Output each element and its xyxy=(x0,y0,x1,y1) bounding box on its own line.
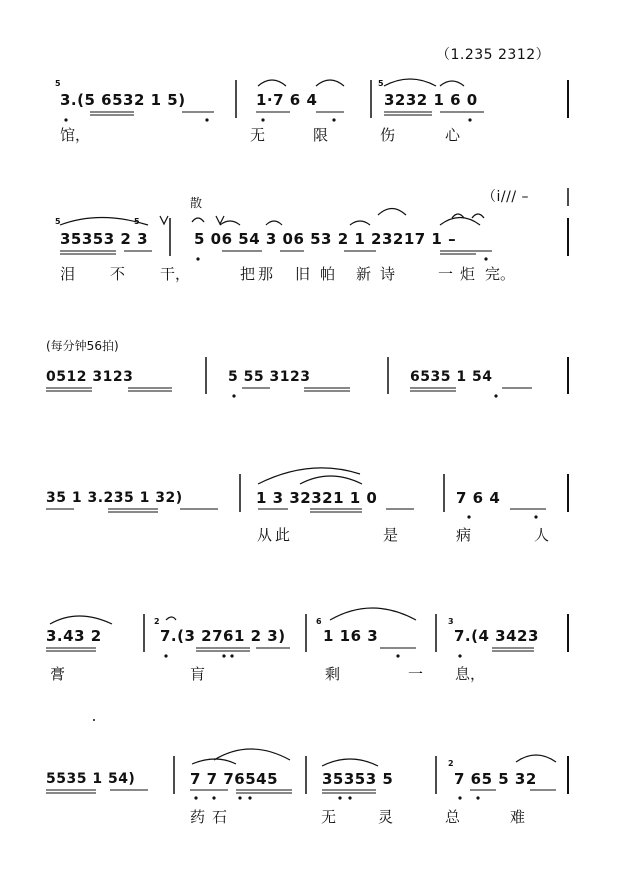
measure-notes: 5 06 54 3 06 53 2 1 23217 1 – xyxy=(194,230,457,248)
measure-notes: 35353 5 xyxy=(322,770,394,788)
tempo-mark: (每分钟56拍) xyxy=(46,339,119,353)
fermata xyxy=(452,214,464,218)
grace-note: 5 xyxy=(55,217,61,226)
measure-notes: 7.(3 2761 2 3) xyxy=(160,627,286,645)
lyric-char: 药 xyxy=(190,808,206,826)
slur xyxy=(258,80,286,86)
lyric-char: 一 xyxy=(438,265,454,283)
grace-note: 2 xyxy=(448,759,454,768)
slur xyxy=(350,221,370,225)
grace-note: 5 xyxy=(134,217,140,226)
dot xyxy=(196,257,199,260)
dot xyxy=(212,796,215,799)
intro-bracket-notes: （1.235 2312） xyxy=(436,47,551,63)
measure-notes: 3232 1 6 0 xyxy=(384,91,478,109)
lyric-char: 难 xyxy=(510,808,526,826)
dot xyxy=(232,394,235,397)
dot xyxy=(194,796,197,799)
measure-notes: 1 16 3 xyxy=(323,627,379,645)
lyric-char: 无 xyxy=(250,126,266,144)
dot xyxy=(468,118,471,121)
fermata xyxy=(472,214,484,218)
lyric-char: 膏 xyxy=(50,665,66,683)
slur xyxy=(384,79,436,86)
slur xyxy=(192,759,236,764)
slur xyxy=(440,218,480,226)
lyric-char: 一 xyxy=(408,665,424,683)
slur xyxy=(220,221,240,225)
breath-mark xyxy=(216,216,224,224)
lyric-char: 馆， xyxy=(60,126,91,144)
measure-notes: 7.(4 3423 xyxy=(454,627,539,645)
slur xyxy=(322,759,378,766)
dot xyxy=(205,118,208,121)
measure-notes: 1 3 32321 1 0 xyxy=(256,489,378,507)
dot xyxy=(494,394,497,397)
lyric-char: 把 xyxy=(240,265,256,283)
dot xyxy=(467,515,470,518)
dot xyxy=(348,796,351,799)
measure-notes: 0512 3123 xyxy=(46,369,134,385)
measure-notes: 5 55 3123 xyxy=(228,369,311,385)
dot xyxy=(476,796,479,799)
measure-notes: 35353 2 3 xyxy=(60,230,149,248)
slur xyxy=(316,80,344,86)
lyric-char: 伤 xyxy=(380,126,396,144)
grace-note: 3 xyxy=(448,617,454,626)
slur xyxy=(258,468,360,484)
lyric-char: 炬 xyxy=(460,265,476,283)
lyric-char: 诗 xyxy=(380,265,396,283)
slur xyxy=(516,755,556,762)
lyric-char: 那 xyxy=(258,265,274,283)
dot xyxy=(248,796,251,799)
lyric-char: 剩 xyxy=(325,665,341,683)
lyric-char: 旧 xyxy=(295,265,311,283)
slur xyxy=(50,616,112,624)
dot xyxy=(484,257,487,260)
lyric-char: 泪 xyxy=(60,265,76,283)
measure-notes: 3.(5 6532 1 5) xyxy=(60,91,186,109)
tail-bracket-notes: （i/// – xyxy=(482,189,529,205)
lyric-char: 是 xyxy=(383,526,399,544)
lyric-char: 不 xyxy=(110,265,126,283)
dot xyxy=(396,654,399,657)
dot xyxy=(332,118,335,121)
dot xyxy=(222,654,225,657)
lyric-char: 帕 xyxy=(320,265,336,283)
measure-notes: 1·7 6 4 xyxy=(256,91,318,109)
dot xyxy=(164,654,167,657)
breath-mark xyxy=(160,216,168,224)
lyric-char: 肓 xyxy=(190,665,206,683)
slur xyxy=(330,608,416,620)
lyric-char: 心 xyxy=(445,126,461,144)
slur xyxy=(300,476,362,484)
lyric-char: 灵 xyxy=(378,808,394,826)
measure-notes: 3.43 2 xyxy=(46,627,102,645)
fermata xyxy=(192,218,204,222)
lyric-char: 此 xyxy=(275,526,291,544)
dot xyxy=(458,796,461,799)
measure-notes: 7 7 76545 xyxy=(190,770,279,788)
lyric-char: 石 xyxy=(212,808,228,826)
measure-notes: 7 6 4 xyxy=(456,489,501,507)
free-tempo-mark: 散 xyxy=(190,196,203,210)
stray-mark xyxy=(93,719,95,721)
slur xyxy=(440,81,464,86)
measure-notes: 35 1 3.235 1 32) xyxy=(46,490,183,506)
lyric-char: 完。 xyxy=(485,265,516,283)
dot xyxy=(534,515,537,518)
slur xyxy=(214,749,290,760)
grace-note: 6 xyxy=(316,617,322,626)
lyric-char: 无 xyxy=(321,808,337,826)
lyric-char: 病 xyxy=(456,526,472,544)
grace-note: 5 xyxy=(378,79,384,88)
slur xyxy=(266,221,282,225)
dot xyxy=(338,796,341,799)
slur xyxy=(378,209,406,216)
grace-note: 2 xyxy=(154,617,160,626)
lyric-char: 息， xyxy=(455,665,486,683)
dot xyxy=(230,654,233,657)
measure-notes: 7 65 5 32 xyxy=(454,770,537,788)
lyric-char: 新 xyxy=(356,265,372,283)
measure-notes: 5535 1 54) xyxy=(46,771,136,787)
measure-notes: 6535 1 54 xyxy=(410,369,493,385)
dot xyxy=(261,118,264,121)
lyric-char: 人 xyxy=(534,526,550,544)
dot xyxy=(458,654,461,657)
lyric-char: 从 xyxy=(257,526,273,544)
slur xyxy=(166,617,176,620)
lyric-char: 限 xyxy=(313,126,329,144)
grace-note: 5 xyxy=(55,79,61,88)
dot xyxy=(238,796,241,799)
lyric-char: 干， xyxy=(160,265,191,283)
dot xyxy=(64,118,67,121)
lyric-char: 总 xyxy=(445,808,461,826)
